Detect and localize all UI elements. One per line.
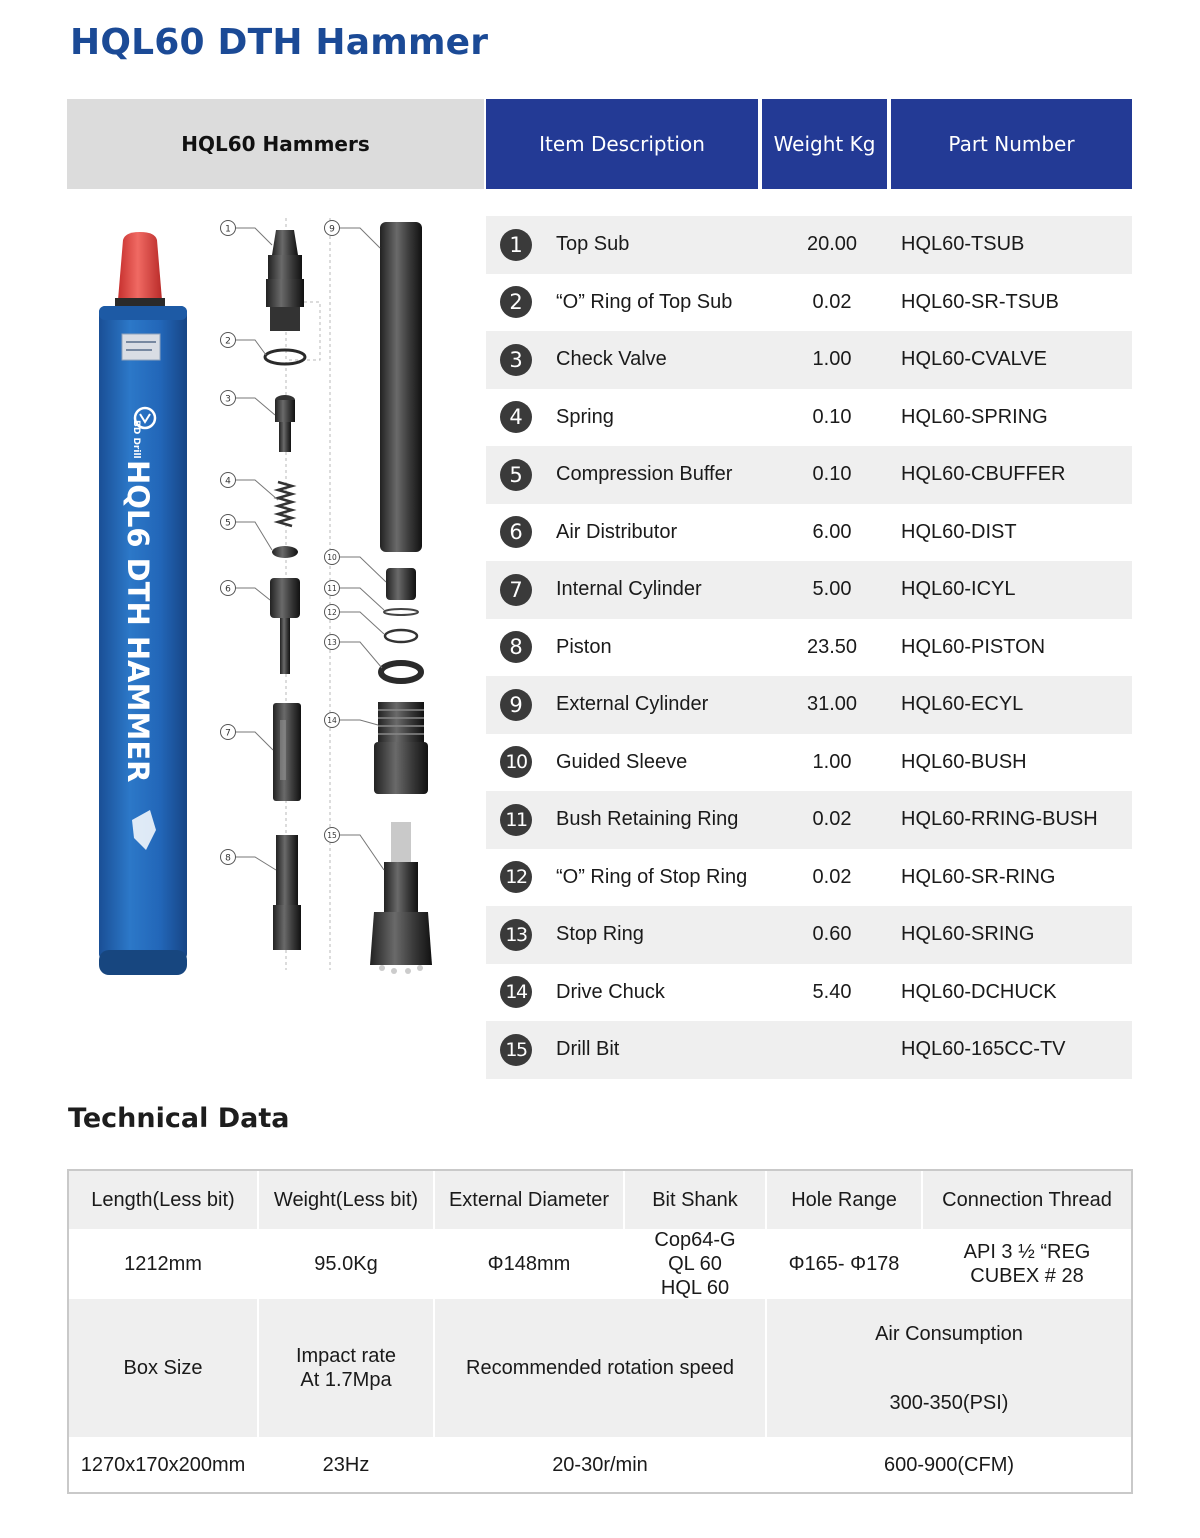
item-number-badge: 3 <box>500 344 532 376</box>
header-rotation-speed: Recommended rotation speed <box>435 1299 765 1437</box>
svg-text:11: 11 <box>327 584 337 593</box>
callout-2 <box>221 333 236 348</box>
svg-text:10: 10 <box>327 553 337 562</box>
item-number-badge: 5 <box>500 459 532 491</box>
bit-shank-line-1: Cop64-G <box>654 1229 736 1251</box>
header-hole-range: Hole Range <box>767 1171 921 1229</box>
table-row <box>486 734 1132 792</box>
svg-text:3: 3 <box>225 394 231 405</box>
item-weight: 5.00 <box>812 578 852 601</box>
svg-text:15: 15 <box>327 831 337 840</box>
item-number-badge: 7 <box>500 574 532 606</box>
item-part-number: HQL60-SRING <box>901 923 1035 946</box>
item-description: Drill Bit <box>556 1038 620 1061</box>
table-row <box>486 561 1132 619</box>
item-number-badge: 13 <box>500 919 532 951</box>
svg-text:14: 14 <box>327 716 337 725</box>
value-box-size: 1270x170x200mm <box>80 1453 246 1476</box>
item-weight: 1.00 <box>812 348 852 371</box>
part-spring-graphic <box>278 482 292 526</box>
hammer-body-graphic <box>99 232 187 975</box>
thread-line-1: API 3 ½ “REG <box>963 1241 1091 1263</box>
header-impact-rate <box>259 1299 433 1437</box>
item-weight: 0.10 <box>812 463 852 486</box>
header-hammers: HQL60 Hammers <box>67 99 484 189</box>
svg-text:6: 6 <box>225 584 231 595</box>
item-description: Compression Buffer <box>556 463 733 486</box>
item-description: Internal Cylinder <box>556 578 702 601</box>
thread-line-2: CUBEX # 28 <box>970 1265 1084 1287</box>
callout-11 <box>325 581 340 596</box>
svg-text:8: 8 <box>225 853 231 864</box>
item-weight: 20.00 <box>806 233 858 256</box>
item-number-badge: 8 <box>500 631 532 663</box>
item-part-number: HQL60-CBUFFER <box>901 463 1066 486</box>
item-part-number: HQL60-RRING-BUSH <box>901 808 1098 831</box>
item-weight: 0.10 <box>812 405 852 428</box>
item-number-badge: 4 <box>500 401 532 433</box>
callout-3 <box>221 391 236 406</box>
item-part-number: HQL60-SR-TSUB <box>901 290 1059 313</box>
value-external-diameter: Φ148mm <box>487 1253 571 1275</box>
callout-10 <box>325 550 340 565</box>
callout-6 <box>221 581 236 596</box>
part-stop-o-ring-graphic <box>385 630 417 642</box>
callout-5 <box>221 515 236 530</box>
item-part-number: HQL60-TSUB <box>901 233 1025 256</box>
svg-text:13: 13 <box>327 638 337 647</box>
item-weight: 0.60 <box>812 923 852 946</box>
svg-text:9: 9 <box>329 224 335 235</box>
item-description: Spring <box>556 405 614 428</box>
page-title: HQL60 DTH Hammer <box>70 22 489 63</box>
table-row <box>486 504 1132 562</box>
part-buffer-graphic <box>272 546 298 558</box>
item-weight: 31.00 <box>806 693 858 716</box>
item-description: “O” Ring of Stop Ring <box>556 865 748 888</box>
table-row <box>486 274 1132 332</box>
item-part-number: HQL60-PISTON <box>901 635 1046 658</box>
header-weight-less-bit: Weight(Less bit) <box>259 1171 433 1229</box>
item-description: Drive Chuck <box>556 980 665 1003</box>
value-connection-thread <box>923 1229 1131 1299</box>
item-number-badge: 15 <box>500 1034 532 1066</box>
table-row <box>486 389 1132 447</box>
header-external-diameter: External Diameter <box>435 1171 623 1229</box>
table-row <box>486 964 1132 1022</box>
parts-table <box>486 216 1132 1079</box>
item-description: Guided Sleeve <box>556 750 688 773</box>
item-weight: 0.02 <box>812 290 852 313</box>
value-bit-shank <box>625 1229 765 1299</box>
value-air-cfm: 600-900(CFM) <box>883 1453 1015 1476</box>
part-stop-ring-graphic <box>381 663 421 681</box>
item-weight: 5.40 <box>812 980 852 1003</box>
table-row <box>486 619 1132 677</box>
callout-15 <box>325 828 340 843</box>
callout-4 <box>221 473 236 488</box>
part-retaining-ring-graphic <box>384 609 418 615</box>
part-air-distributor-graphic <box>270 578 300 674</box>
item-part-number: HQL60-ICYL <box>901 578 1016 601</box>
item-number-badge: 6 <box>500 516 532 548</box>
item-weight: 23.50 <box>806 635 858 658</box>
item-weight: 0.02 <box>812 808 852 831</box>
hammer-label: HQL6 DTH HAMMER <box>121 460 155 783</box>
item-description: Air Distributor <box>556 520 678 543</box>
bit-shank-line-2: QL 60 <box>668 1253 722 1275</box>
item-description: Check Valve <box>556 348 667 371</box>
item-number-badge: 9 <box>500 689 532 721</box>
callout-8 <box>221 850 236 865</box>
svg-text:1: 1 <box>225 224 231 235</box>
impact-rate-line-2: At 1.7Mpa <box>300 1369 392 1391</box>
header-item-description: Item Description <box>486 99 758 189</box>
table-row <box>486 676 1132 734</box>
header-connection-thread: Connection Thread <box>923 1171 1131 1229</box>
callout-9 <box>325 221 340 236</box>
brand-text: BD Drill <box>131 420 141 459</box>
item-part-number: HQL60-SR-RING <box>901 865 1056 888</box>
header-air-consumption: Air Consumption <box>767 1299 1131 1369</box>
item-part-number: HQL60-DIST <box>901 520 1017 543</box>
item-number-badge: 1 <box>500 229 532 261</box>
value-air-psi: 300-350(PSI) <box>767 1369 1131 1437</box>
item-part-number: HQL60-ECYL <box>901 693 1024 716</box>
part-check-valve-graphic <box>275 395 295 452</box>
hammer-exploded-illustration <box>90 210 450 990</box>
bit-shank-line-3: HQL 60 <box>660 1277 730 1299</box>
table-row <box>486 1021 1132 1079</box>
item-part-number: HQL60-SPRING <box>901 405 1048 428</box>
part-piston-graphic <box>273 835 301 950</box>
item-part-number: HQL60-BUSH <box>901 750 1027 773</box>
svg-text:5: 5 <box>225 518 231 529</box>
value-length: 1212mm <box>124 1253 202 1275</box>
item-number-badge: 10 <box>500 746 532 778</box>
part-guided-sleeve-graphic <box>386 568 416 600</box>
callout-14 <box>325 713 340 728</box>
callout-1 <box>221 221 236 236</box>
svg-text:12: 12 <box>327 608 337 617</box>
item-part-number: HQL60-165CC-TV <box>901 1038 1066 1061</box>
svg-text:4: 4 <box>225 476 231 487</box>
item-number-badge: 12 <box>500 861 532 893</box>
callout-7 <box>221 725 236 740</box>
part-drive-chuck-graphic <box>374 702 428 794</box>
part-o-ring-graphic <box>265 350 305 364</box>
item-description: Bush Retaining Ring <box>556 808 739 831</box>
item-description: “O” Ring of Top Sub <box>556 290 733 313</box>
svg-text:7: 7 <box>225 728 231 739</box>
table-row <box>486 791 1132 849</box>
table-row <box>486 849 1132 907</box>
value-hole-range: Φ165- Φ178 <box>788 1253 900 1275</box>
item-description: External Cylinder <box>556 693 709 716</box>
part-internal-cylinder-graphic <box>273 703 301 801</box>
callout-12 <box>325 605 340 620</box>
header-box-size: Box Size <box>69 1299 257 1437</box>
item-weight: 0.02 <box>812 865 852 888</box>
value-weight-less-bit: 95.0Kg <box>314 1253 378 1275</box>
item-description: Piston <box>556 635 612 658</box>
impact-rate-line-1: Impact rate <box>295 1345 397 1367</box>
table-row <box>486 446 1132 504</box>
item-part-number: HQL60-DCHUCK <box>901 980 1057 1003</box>
technical-data-table <box>67 1169 1133 1494</box>
table-row <box>486 216 1132 274</box>
part-drill-bit-graphic <box>370 822 432 974</box>
item-weight: 6.00 <box>812 520 852 543</box>
header-length: Length(Less bit) <box>69 1171 257 1229</box>
technical-data-title: Technical Data <box>68 1103 290 1134</box>
item-number-badge: 2 <box>500 286 532 318</box>
callout-13 <box>325 635 340 650</box>
value-impact-rate: 23Hz <box>322 1453 370 1476</box>
svg-text:2: 2 <box>225 336 231 347</box>
table-row <box>486 331 1132 389</box>
value-rotation-speed: 20-30r/min <box>552 1453 648 1476</box>
item-weight: 1.00 <box>812 750 852 773</box>
table-row <box>486 906 1132 964</box>
header-weight: Weight Kg <box>762 99 887 189</box>
item-number-badge: 11 <box>500 804 532 836</box>
header-bit-shank: Bit Shank <box>625 1171 765 1229</box>
header-part-number: Part Number <box>891 99 1132 189</box>
item-description: Stop Ring <box>556 923 644 946</box>
item-description: Top Sub <box>556 233 630 256</box>
item-part-number: HQL60-CVALVE <box>901 348 1047 371</box>
part-external-cylinder-graphic <box>380 222 422 552</box>
item-number-badge: 14 <box>500 976 532 1008</box>
